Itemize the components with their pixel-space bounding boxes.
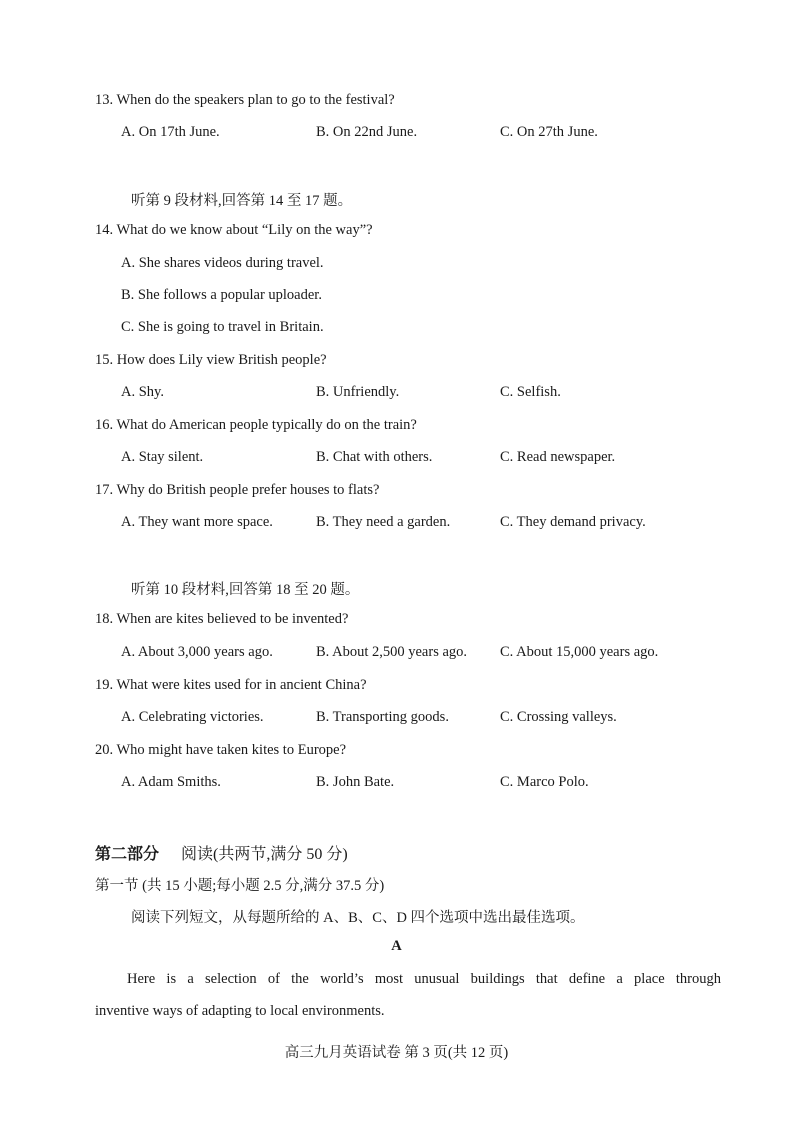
question-text: When are kites believed to be invented? bbox=[116, 611, 349, 627]
passage-line-1: Here is a selection of the world’s most unusual buildings that define a place through bbox=[127, 971, 721, 987]
question-15 bbox=[95, 352, 327, 369]
question-17 bbox=[95, 482, 379, 499]
section-one-heading: 第一节 (共 15 小题;每小题 2.5 分,满分 37.5 分) bbox=[95, 878, 385, 894]
q16-option-a: A. Stay silent. bbox=[121, 449, 204, 465]
question-text: How does Lily view British people? bbox=[116, 352, 327, 368]
q20-option-b: B. John Bate. bbox=[316, 774, 395, 790]
question-13 bbox=[95, 92, 395, 109]
page-footer: 高三九月英语试卷 第 3 页(共 12 页) bbox=[284, 1045, 509, 1061]
reading-directions: 阅读下列短文，从每题所给的 A、B、C、D 四个选项中选出最佳选项。 bbox=[131, 910, 585, 926]
question-text: What were kites used for in ancient China? bbox=[116, 677, 367, 693]
question-18 bbox=[95, 611, 348, 628]
question-19 bbox=[95, 677, 367, 694]
q19-option-a: A. Celebrating victories. bbox=[121, 709, 264, 725]
question-number: 18. bbox=[95, 611, 114, 627]
q16-option-c: C. Read newspaper. bbox=[500, 449, 616, 465]
q14-option-a: A. She shares videos during travel. bbox=[121, 255, 324, 271]
question-number: 13. bbox=[95, 92, 114, 108]
question-text: When do the speakers plan to go to the festival? bbox=[116, 92, 395, 108]
question-text: Who might have taken kites to Europe? bbox=[116, 742, 347, 758]
q18-option-b: B. About 2,500 years ago. bbox=[316, 644, 468, 660]
q17-option-c: C. They demand privacy. bbox=[500, 514, 646, 530]
q19-option-c: C. Crossing valleys. bbox=[500, 709, 617, 725]
question-20 bbox=[95, 742, 346, 759]
q13-option-c: C. On 27th June. bbox=[500, 124, 598, 140]
passage-label: A bbox=[391, 938, 402, 954]
question-14 bbox=[95, 222, 373, 239]
listening-instruction-9: 听第 9 段材料,回答第 14 至 17 题。 bbox=[131, 193, 353, 209]
part-two-title: 第二部分 bbox=[95, 846, 160, 863]
question-number: 17. bbox=[95, 482, 114, 498]
passage-line-2: inventive ways of adapting to local environments. bbox=[95, 1003, 385, 1019]
q18-option-a: A. About 3,000 years ago. bbox=[121, 644, 273, 660]
q20-option-c: C. Marco Polo. bbox=[500, 774, 589, 790]
q18-option-c: C. About 15,000 years ago. bbox=[500, 644, 659, 660]
q15-option-b: B. Unfriendly. bbox=[316, 384, 400, 400]
question-text: What do we know about “Lily on the way”? bbox=[116, 222, 373, 238]
part-two-heading bbox=[95, 841, 348, 864]
q13-option-b: B. On 22nd June. bbox=[316, 124, 418, 140]
question-16 bbox=[95, 417, 417, 434]
q14-option-b: B. She follows a popular uploader. bbox=[121, 287, 322, 303]
part-two-subtitle: 阅读(共两节,满分 50 分) bbox=[181, 846, 348, 863]
question-number: 14. bbox=[95, 222, 114, 238]
question-text: What do American people typically do on the train? bbox=[116, 417, 417, 433]
q14-option-c: C. She is going to travel in Britain. bbox=[121, 319, 324, 335]
q19-option-b: B. Transporting goods. bbox=[316, 709, 449, 725]
q17-option-b: B. They need a garden. bbox=[316, 514, 451, 530]
question-number: 20. bbox=[95, 742, 114, 758]
question-text: Why do British people prefer houses to flats? bbox=[116, 482, 380, 498]
q17-option-a: A. They want more space. bbox=[121, 514, 273, 530]
question-number: 19. bbox=[95, 677, 114, 693]
question-number: 15. bbox=[95, 352, 114, 368]
q15-option-c: C. Selfish. bbox=[500, 384, 561, 400]
q16-option-b: B. Chat with others. bbox=[316, 449, 433, 465]
q20-option-a: A. Adam Smiths. bbox=[121, 774, 221, 790]
question-number: 16. bbox=[95, 417, 114, 433]
listening-instruction-10: 听第 10 段材料,回答第 18 至 20 题。 bbox=[131, 582, 360, 598]
q15-option-a: A. Shy. bbox=[121, 384, 164, 400]
q13-option-a: A. On 17th June. bbox=[121, 124, 220, 140]
